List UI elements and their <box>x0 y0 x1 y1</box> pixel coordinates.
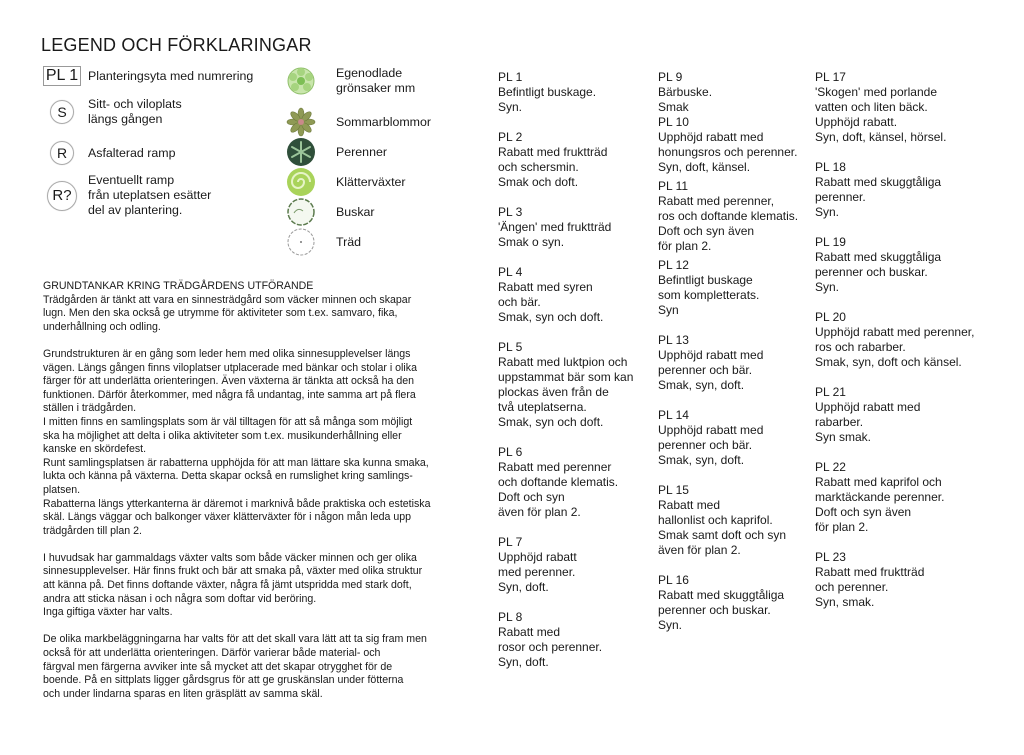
planting-area-column-3 <box>815 70 1005 625</box>
planting-area-description: Smak o syn. <box>498 235 565 249</box>
legend-item-vegetables <box>286 66 415 96</box>
legend-label: Sommarblommor <box>336 114 432 129</box>
planting-area-id: PL 21 <box>815 385 846 399</box>
paragraph-line: sinnesupplevelser. Här finns frukt och bär att smaka på, växter med olika struktur <box>43 565 423 578</box>
legend-label: Klätterväxter <box>336 174 406 189</box>
planting-area-description: Syn, smak. <box>815 595 875 609</box>
planting-area-description: ros och rabarber. <box>815 340 906 354</box>
planting-area-entry <box>815 385 1005 445</box>
planting-area-entry <box>815 70 1005 145</box>
planting-area-description: Rabatt med luktpion och <box>498 355 628 369</box>
planting-area-description: perenner och buskar. <box>815 265 928 279</box>
planting-area-entry <box>815 310 1005 370</box>
legend-label: från uteplatsen esätter <box>88 188 212 202</box>
planting-area-description: Upphöjd rabatt med <box>658 348 764 362</box>
planting-area-description: som kompletterats. <box>658 288 760 302</box>
planting-area-description: perenner. <box>815 190 866 204</box>
planting-area-description: Upphöjd rabatt <box>498 550 577 564</box>
planting-area-description: Upphöjd rabatt med <box>658 423 764 437</box>
planting-area-id: PL 2 <box>498 130 523 144</box>
legend-label: del av plantering. <box>88 203 183 217</box>
paragraph-line: lukta och känna på växterna. Detta skapar också en rumslighet kring samlings- <box>43 470 413 483</box>
planting-area-id: PL 4 <box>498 265 523 279</box>
section-heading: GRUNDTANKAR KRING TRÄDGÅRDENS UTFÖRANDE <box>43 280 314 292</box>
paragraph-line: Trädgården är tänkt att vara en sinnesträdgård som väcker minnen och skapar <box>43 293 412 306</box>
planting-area-description: perenner och bär. <box>658 438 753 452</box>
planting-area-description: Rabatt med fruktträd <box>498 145 608 159</box>
planting-area-entry <box>498 205 658 250</box>
paragraph-line: I mitten finns en samlingsplats som är väl tilltagen för att så många som möjligt <box>43 415 413 428</box>
planting-area-description: Doft och syn <box>498 490 565 504</box>
planting-area-description: och perenner. <box>815 580 889 594</box>
legend-item-shrubs <box>286 197 375 227</box>
planting-area-id: PL 14 <box>658 408 689 422</box>
planting-area-description: Upphöjd rabatt med <box>815 400 921 414</box>
planting-area-description: Rabatt med perenner <box>498 460 612 474</box>
planting-area-description: perenner och buskar. <box>658 603 771 617</box>
design-principles-section <box>43 280 483 715</box>
planting-area-description: Rabatt med skuggtåliga <box>815 175 942 189</box>
planting-area-description: även för plan 2. <box>498 505 581 519</box>
planting-area-description: Upphöjd rabatt med perenner, <box>815 325 975 339</box>
planting-area-entry <box>815 460 1005 535</box>
paragraph-line: ska ha möjlighet att delta i olika aktiviteter som t.ex. musikunderhållning eller <box>43 429 402 442</box>
ramp-badge: R <box>50 141 74 165</box>
summer-flowers-icon <box>286 107 316 137</box>
planting-area-description: 'Ängen' med fruktträd <box>498 220 612 234</box>
legend-item-seating <box>40 97 182 127</box>
planting-area-description: Rabatt med skuggtåliga <box>658 588 785 602</box>
planting-area-description: rabarber. <box>815 415 864 429</box>
planting-area-description: Upphöjd rabatt med <box>658 130 764 144</box>
possible-ramp-badge: R? <box>47 181 77 211</box>
planting-area-id: PL 15 <box>658 483 689 497</box>
planting-area-entry <box>658 179 818 254</box>
paragraph-line: och under lindarna sparas en liten gräsplätt av samma skäl. <box>43 687 323 700</box>
planting-area-description: Befintligt buskage. <box>498 85 597 99</box>
legend-label: Träd <box>336 234 362 249</box>
vegetables-icon <box>286 66 316 96</box>
planting-area-description: Rabatt med <box>658 498 721 512</box>
paragraph <box>43 633 483 701</box>
planting-area-description: hallonlist och kaprifol. <box>658 513 773 527</box>
planting-area-description: rosor och perenner. <box>498 640 603 654</box>
paragraph-line: Runt samlingsplatsen är rabatterna upphöjda för att man lättare ska kunna smaka, <box>43 456 429 469</box>
planting-area-description: och doftande klematis. <box>498 475 619 489</box>
planting-area-id: PL 11 <box>658 179 689 193</box>
paragraph-line: platsen. <box>43 483 81 496</box>
planting-area-badge: PL 1 <box>43 66 81 86</box>
legend-item-perennials <box>286 137 387 167</box>
planting-area-description: ros och doftande klematis. <box>658 209 799 223</box>
planting-area-description: Smak, syn, doft. <box>658 453 745 467</box>
paragraph-line: trädgården till plan 2. <box>43 524 142 537</box>
paragraph-line: vägen. Längs gången finns viloplatser utplacerade med bänkar och stolar i olika <box>43 361 417 374</box>
legend-label: grönsaker mm <box>336 81 416 95</box>
planting-area-entry <box>658 70 818 115</box>
planting-area-description: Rabatt med <box>498 625 561 639</box>
planting-area-id: PL 18 <box>815 160 846 174</box>
planting-area-description: 'Skogen' med porlande <box>815 85 937 99</box>
planting-area-id: PL 20 <box>815 310 846 324</box>
planting-area-description: och bär. <box>498 295 541 309</box>
paragraph <box>43 348 483 538</box>
planting-area-description: och schersmin. <box>498 160 579 174</box>
planting-area-description: Upphöjd rabatt. <box>815 115 898 129</box>
planting-area-description: för plan 2. <box>815 520 869 534</box>
page-title: LEGEND OCH FÖRKLARINGAR <box>41 35 312 55</box>
legend-label: Perenner <box>336 144 387 159</box>
paragraph-line: färgval men färgerna avviker inte så mycket att det skapar otrygghet för de <box>43 660 393 673</box>
planting-area-description: Syn, doft, känsel, hörsel. <box>815 130 947 144</box>
planting-area-description: Befintligt buskage <box>658 273 753 287</box>
planting-area-entry <box>658 408 818 468</box>
planting-area-id: PL 6 <box>498 445 523 459</box>
legend-label: Sitt- och viloplats <box>88 97 182 111</box>
planting-area-entry <box>658 483 818 558</box>
paragraph <box>43 294 483 335</box>
planting-area-entry <box>498 610 658 670</box>
planting-area-description: Syn. <box>815 205 840 219</box>
legend-item-tree <box>286 227 361 257</box>
planting-area-description: Smak samt doft och syn <box>658 528 787 542</box>
planting-area-description: Syn smak. <box>815 430 872 444</box>
planting-area-id: PL 5 <box>498 340 523 354</box>
tree-icon <box>286 227 316 257</box>
planting-area-description: två uteplatserna. <box>498 400 587 414</box>
legend-label: Buskar <box>336 204 375 219</box>
shrubs-icon <box>286 197 316 227</box>
planting-area-description: Syn <box>658 303 679 317</box>
planting-area-entry <box>658 573 818 633</box>
planting-area-column-2 <box>658 70 818 648</box>
paragraph-line: lugn. Men den ska också ge utrymme för aktiviteter som t.ex. samvaro, fika, <box>43 307 398 320</box>
planting-area-description: Smak, syn, doft och känsel. <box>815 355 962 369</box>
planting-area-description: marktäckande perenner. <box>815 490 945 504</box>
seating-badge: S <box>50 100 74 124</box>
planting-area-description: Rabatt med syren <box>498 280 593 294</box>
planting-area-id: PL 17 <box>815 70 846 84</box>
planting-area-description: Syn. <box>498 100 523 114</box>
planting-area-entry <box>498 445 658 520</box>
planting-area-description: för plan 2. <box>658 239 712 253</box>
planting-area-description: med perenner. <box>498 565 576 579</box>
planting-area-id: PL 7 <box>498 535 523 549</box>
planting-area-description: vatten och liten bäck. <box>815 100 928 114</box>
paragraph-line: andra att sticka näsan i och några som doftar vid beröring. <box>43 592 317 605</box>
planting-area-entry <box>815 160 1005 220</box>
planting-area-description: plockas även från de <box>498 385 609 399</box>
paragraph-line: Grundstrukturen är en gång som leder hem med olika sinnesupplevelser längs <box>43 347 411 360</box>
planting-area-description: Smak, syn och doft. <box>498 310 604 324</box>
planting-area-entry <box>658 333 818 393</box>
paragraph-line: färger för att underlätta orienteringen. Även växterna är tänkta att också ha den <box>43 375 415 388</box>
paragraph-line: också för att underlätta orienteringen. Därför varierar både material- och <box>43 647 381 660</box>
planting-area-entry <box>498 340 658 430</box>
paragraph-line: underhållning och odling. <box>43 320 161 333</box>
paragraph-line: boende. På en sittplats ligger gårdsgrus för att ge gruskänslan under fötterna <box>43 674 404 687</box>
paragraph-line: ställen i trädgården. <box>43 402 137 415</box>
planting-area-id: PL 3 <box>498 205 523 219</box>
planting-area-description: uppstammat bär som kan <box>498 370 634 384</box>
planting-area-id: PL 13 <box>658 333 689 347</box>
planting-area-description: Syn. <box>815 280 840 294</box>
planting-area-description: Syn. <box>658 618 683 632</box>
paragraph-line: Inga giftiga växter har valts. <box>43 606 173 619</box>
planting-area-id: PL 16 <box>658 573 689 587</box>
perennials-icon <box>286 137 316 167</box>
planting-area-id: PL 19 <box>815 235 846 249</box>
legend-item-climbing-plants <box>286 167 406 197</box>
planting-area-description: honungsros och perenner. <box>658 145 798 159</box>
legend-label: Planteringsyta med numrering <box>88 68 254 83</box>
legend-label: Asfalterad ramp <box>88 145 176 160</box>
paragraph-line: kanske en skördefest. <box>43 443 147 456</box>
legend-label: Egenodlade <box>336 66 403 80</box>
planting-area-description: Bärbuske. <box>658 85 713 99</box>
planting-area-entry <box>498 70 658 115</box>
planting-area-id: PL 22 <box>815 460 846 474</box>
legend-label: längs gången <box>88 112 163 126</box>
planting-area-description: Rabatt med kaprifol och <box>815 475 942 489</box>
paragraph-line: skäl. Längs väggar och balkonger växer klätterväxter för i någon mån leda upp <box>43 511 412 524</box>
planting-area-description: Rabatt med skuggtåliga <box>815 250 942 264</box>
paragraph-line: funktionen. Därför återkommer, med några få undantag, inte samma art på flera <box>43 388 416 401</box>
legend-item-possible-ramp <box>40 173 211 218</box>
paragraph-line: De olika markbeläggningarna har valts för att det skall vara lätt att ta sig fram men <box>43 633 427 646</box>
paragraph-line: att känna på. Det finns doftande växter, några få jämt utspridda med stark doft, <box>43 579 412 592</box>
planting-area-entry <box>498 535 658 595</box>
planting-area-description: Smak, syn och doft. <box>498 415 604 429</box>
planting-area-description: Smak <box>658 100 689 114</box>
paragraph-line: I huvudsak har gammaldags växter valts som både väcker minnen och ger olika <box>43 551 417 564</box>
planting-area-entry <box>658 258 818 318</box>
planting-area-description: perenner och bär. <box>658 363 753 377</box>
planting-area-id: PL 9 <box>658 70 683 84</box>
climbing-plants-icon <box>286 167 316 197</box>
legend-item-planting-area <box>40 66 253 86</box>
planting-area-entry <box>815 235 1005 295</box>
paragraph-line: Rabatterna längs ytterkanterna är däremot i marknivå både praktiska och estetiska <box>43 497 431 510</box>
planting-area-description: Syn, doft, känsel. <box>658 160 751 174</box>
legend-label: Eventuellt ramp <box>88 173 175 187</box>
planting-area-description: Rabatt med fruktträd <box>815 565 925 579</box>
planting-area-column-1 <box>498 70 658 685</box>
planting-area-entry <box>658 115 818 175</box>
planting-area-description: Syn, doft. <box>498 655 549 669</box>
planting-area-id: PL 1 <box>498 70 523 84</box>
planting-area-entry <box>498 265 658 325</box>
legend-item-summer-flowers <box>286 107 431 137</box>
planting-area-description: Smak, syn, doft. <box>658 378 745 392</box>
legend-item-ramp <box>40 141 175 165</box>
planting-area-id: PL 8 <box>498 610 523 624</box>
planting-area-description: Rabatt med perenner, <box>658 194 775 208</box>
planting-area-id: PL 23 <box>815 550 846 564</box>
planting-area-id: PL 10 <box>658 115 689 129</box>
planting-area-entry <box>815 550 1005 610</box>
planting-area-description: Syn, doft. <box>498 580 549 594</box>
planting-area-description: Doft och syn även <box>815 505 912 519</box>
planting-area-id: PL 12 <box>658 258 689 272</box>
planting-area-description: Doft och syn även <box>658 224 755 238</box>
planting-area-description: Smak och doft. <box>498 175 579 189</box>
paragraph <box>43 552 483 620</box>
planting-area-description: även för plan 2. <box>658 543 741 557</box>
planting-area-entry <box>498 130 658 190</box>
